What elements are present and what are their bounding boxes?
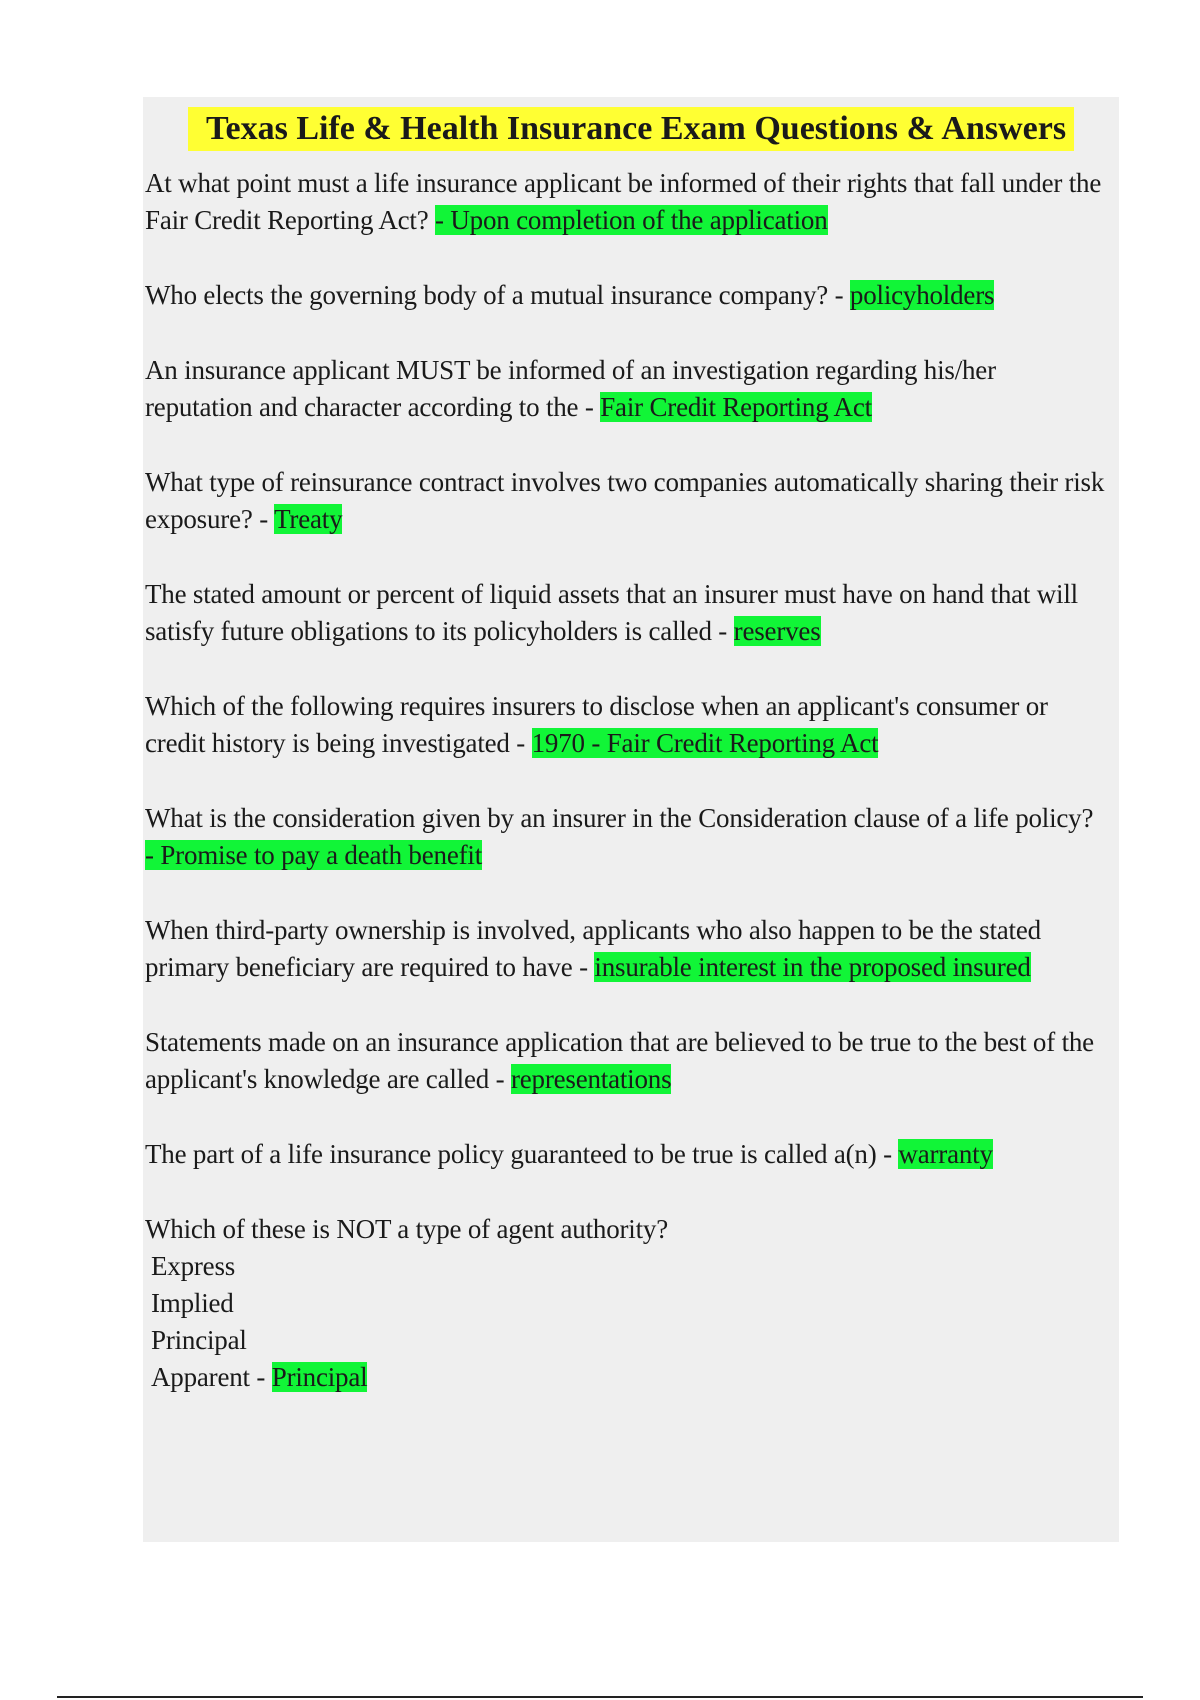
question-text: Which of these is NOT a type of agent authority? <box>145 1214 668 1244</box>
qa-item-3 <box>145 352 1105 426</box>
option-item: Implied <box>151 1288 234 1318</box>
question-text: Who elects the governing body of a mutual insurance company? - <box>145 280 850 310</box>
answer-highlight: Fair Credit Reporting Act <box>600 392 872 422</box>
document-title: Texas Life & Health Insurance Exam Questions & Answers <box>143 107 1119 151</box>
qa-list <box>145 165 1105 1434</box>
question-text: The part of a life insurance policy guaranteed to be true is called a(n) - <box>145 1139 899 1169</box>
answer-highlight: policyholders <box>849 280 995 310</box>
question-text: An insurance applicant MUST be informed of an investigation regarding his/her reputation and character according to the - <box>145 355 996 422</box>
qa-item-5 <box>145 576 1105 650</box>
qa-item-10 <box>145 1136 1105 1173</box>
qa-item-9 <box>145 1024 1105 1098</box>
option-item: Express <box>151 1251 236 1281</box>
answer-highlight: Principal <box>271 1362 368 1392</box>
qa-item-1 <box>145 165 1105 239</box>
answer-highlight: Treaty <box>274 504 343 534</box>
answer-highlight: 1970 - Fair Credit Reporting Act <box>531 728 879 758</box>
question-text: At what point must a life insurance applicant be informed of their rights that fall under the Fair Credit Reporting Act? <box>145 168 1102 235</box>
option-item: Principal <box>151 1325 247 1355</box>
qa-item-6 <box>145 688 1105 762</box>
footer-divider <box>57 1696 1143 1698</box>
question-text: When third-party ownership is involved, applicants who also happen to be the stated primary beneficiary are required to have - <box>145 915 1041 982</box>
answer-highlight: representations <box>510 1064 672 1094</box>
qa-item-7 <box>145 800 1105 874</box>
qa-item-8 <box>145 912 1105 986</box>
answer-highlight: reserves <box>733 616 821 646</box>
answer-highlight: insurable interest in the proposed insured <box>594 952 1031 982</box>
option-text: Apparent - <box>151 1362 272 1392</box>
qa-item-11 <box>145 1211 1105 1396</box>
option-item <box>151 1359 1105 1396</box>
qa-item-2 <box>145 277 1105 314</box>
options-list <box>145 1248 1105 1396</box>
answer-highlight: warranty <box>898 1139 993 1169</box>
qa-item-4 <box>145 464 1105 538</box>
question-text: What is the consideration given by an insurer in the Consideration clause of a life policy? <box>145 803 1094 833</box>
question-text: The stated amount or percent of liquid assets that an insurer must have on hand that will satisfy future obligations to its policyholders is called - <box>145 579 1078 646</box>
answer-highlight: - Upon completion of the application <box>435 205 828 235</box>
document-page <box>143 97 1119 1542</box>
question-text: Which of the following requires insurers to disclose when an applicant's consumer or credit history is being investigated - <box>145 691 1048 758</box>
answer-highlight: - Promise to pay a death benefit <box>145 840 482 870</box>
question-text: Statements made on an insurance application that are believed to be true to the best of the applicant's knowledge are called - <box>145 1027 1094 1094</box>
question-text: What type of reinsurance contract involves two companies automatically sharing their risk exposure? - <box>145 467 1105 534</box>
